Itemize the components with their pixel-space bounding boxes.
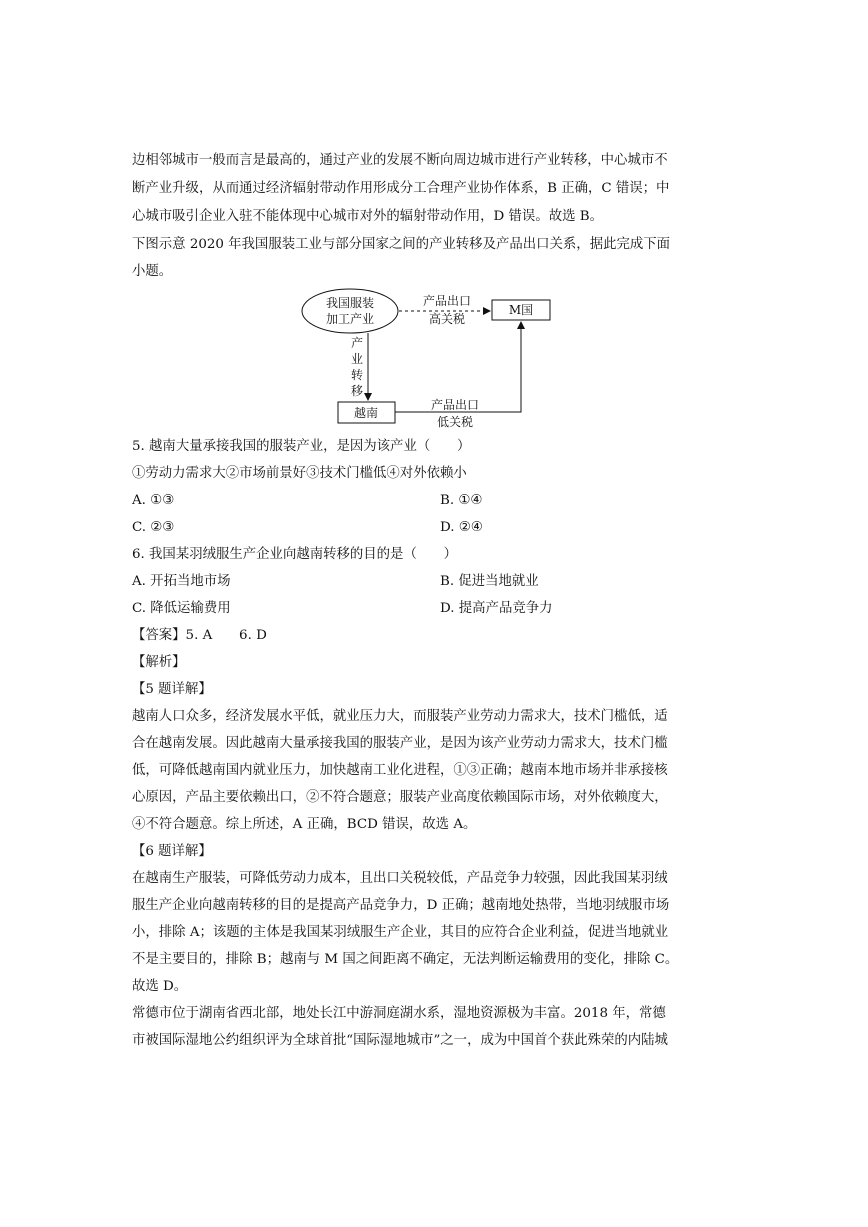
q5-option-a: A. ①③ bbox=[132, 493, 175, 508]
industry-transfer-diagram bbox=[300, 283, 580, 433]
analysis-heading: 【解析】 bbox=[132, 655, 186, 670]
bottom-arrow-label2: 低关税 bbox=[436, 415, 474, 429]
q6-detail-heading: 【6 题详解】 bbox=[132, 844, 212, 859]
q6-stem: 6. 我国某羽绒服生产企业向越南转移的目的是（ ） bbox=[132, 547, 458, 562]
q6-detail-line: 小，排除 A；该题的主体是我国某羽绒服生产企业，其目的应符合企业利益，促进当地就业 bbox=[132, 925, 669, 940]
answer-line: 【答案】5. A 6. D bbox=[132, 628, 267, 643]
vietnam-label: 越南 bbox=[353, 406, 379, 420]
m-country-label: M国 bbox=[508, 303, 534, 317]
q5-option-c: C. ②③ bbox=[132, 520, 175, 535]
q6-option-a: A. 开拓当地市场 bbox=[132, 574, 231, 589]
q6-detail-line: 服生产企业向越南转移的目的是提高产品竞争力，D 正确；越南地处热带，当地羽绒服市场 bbox=[132, 898, 670, 913]
vertical-label-char: 转 bbox=[350, 368, 364, 382]
next-material-line: 常德市位于湖南省西北部，地处长江中游洞庭湖水系，湿地资源极为丰富。2018 年，常德 bbox=[132, 1006, 666, 1021]
vertical-label-char: 产 bbox=[350, 336, 364, 350]
q6-option-c: C. 降低运输费用 bbox=[132, 601, 231, 616]
q5-detail-heading: 【5 题详解】 bbox=[132, 682, 212, 697]
q5-detail-line: 心原因，产品主要依赖出口，②不符合题意；服装产业高度依赖国际市场，对外依赖度大， bbox=[132, 790, 668, 805]
q5-option-b: B. ①④ bbox=[440, 493, 483, 508]
bottom-arrow-label1: 产品出口 bbox=[430, 398, 480, 412]
q6-detail-line: 在越南生产服装，可降低劳动力成本，且出口关税较低，产品竞争力较强，因此我国某羽绒 bbox=[132, 871, 668, 886]
next-material-line: 市被国际湿地公约组织评为全球首批“国际湿地城市”之一，成为中国首个获此殊荣的内陆城 bbox=[132, 1033, 668, 1048]
body-text-line: 断产业升级，从而通过经济辐射带动作用形成分工合理产业协作体系，B 正确，C 错误；中 bbox=[132, 181, 670, 196]
vertical-label-char: 业 bbox=[350, 352, 364, 366]
q6-option-b: B. 促进当地就业 bbox=[440, 574, 539, 589]
q5-detail-line: ④不符合题意。综上所述，A 正确，BCD 错误，故选 A。 bbox=[132, 817, 477, 832]
q5-detail-line: 越南人口众多，经济发展水平低，就业压力大，而服装产业劳动力需求大，技术门槛低，适 bbox=[132, 709, 668, 724]
top-arrow-label1: 产品出口 bbox=[422, 294, 472, 308]
q5-detail-line: 合在越南发展。因此越南大量承接我国的服装产业，是因为该产业劳动力需求大，技术门槛 bbox=[132, 736, 668, 751]
body-text-line: 心城市吸引企业入驻不能体现中心城市对外的辐射带动作用，D 错误。故选 B。 bbox=[132, 209, 603, 224]
q6-detail-line: 不是主要目的，排除 B；越南与 M 国之间距离不确定，无法判断运输费用的变化，排除 C。 bbox=[132, 952, 679, 967]
body-text-line: 边相邻城市一般而言是最高的，通过产业的发展不断向周边城市进行产业转移，中心城市不 bbox=[132, 153, 668, 168]
q5-option-d: D. ②④ bbox=[440, 520, 483, 535]
q5-stem: 5. 越南大量承接我国的服装产业，是因为该产业（ ） bbox=[132, 439, 471, 454]
material-text-line: 小题。 bbox=[132, 264, 173, 279]
material-text-line: 下图示意 2020 年我国服装工业与部分国家之间的产业转移及产品出口关系，据此完成下面 bbox=[132, 237, 671, 252]
q5-statements: ①劳动力需求大②市场前景好③技术门槛低④对外依赖小 bbox=[132, 466, 467, 481]
q6-option-d: D. 提高产品竞争力 bbox=[440, 601, 553, 616]
top-arrow-label2: 高关税 bbox=[428, 312, 466, 326]
ellipse-label-line1: 我国服装 bbox=[325, 296, 375, 310]
q5-detail-line: 低，可降低越南国内就业压力，加快越南工业化进程，①③正确；越南本地市场并非承接核 bbox=[132, 763, 668, 778]
ellipse-label-line2: 加工产业 bbox=[325, 312, 375, 326]
q6-detail-line: 故选 D。 bbox=[132, 979, 188, 994]
vertical-label-char: 移 bbox=[350, 384, 364, 398]
